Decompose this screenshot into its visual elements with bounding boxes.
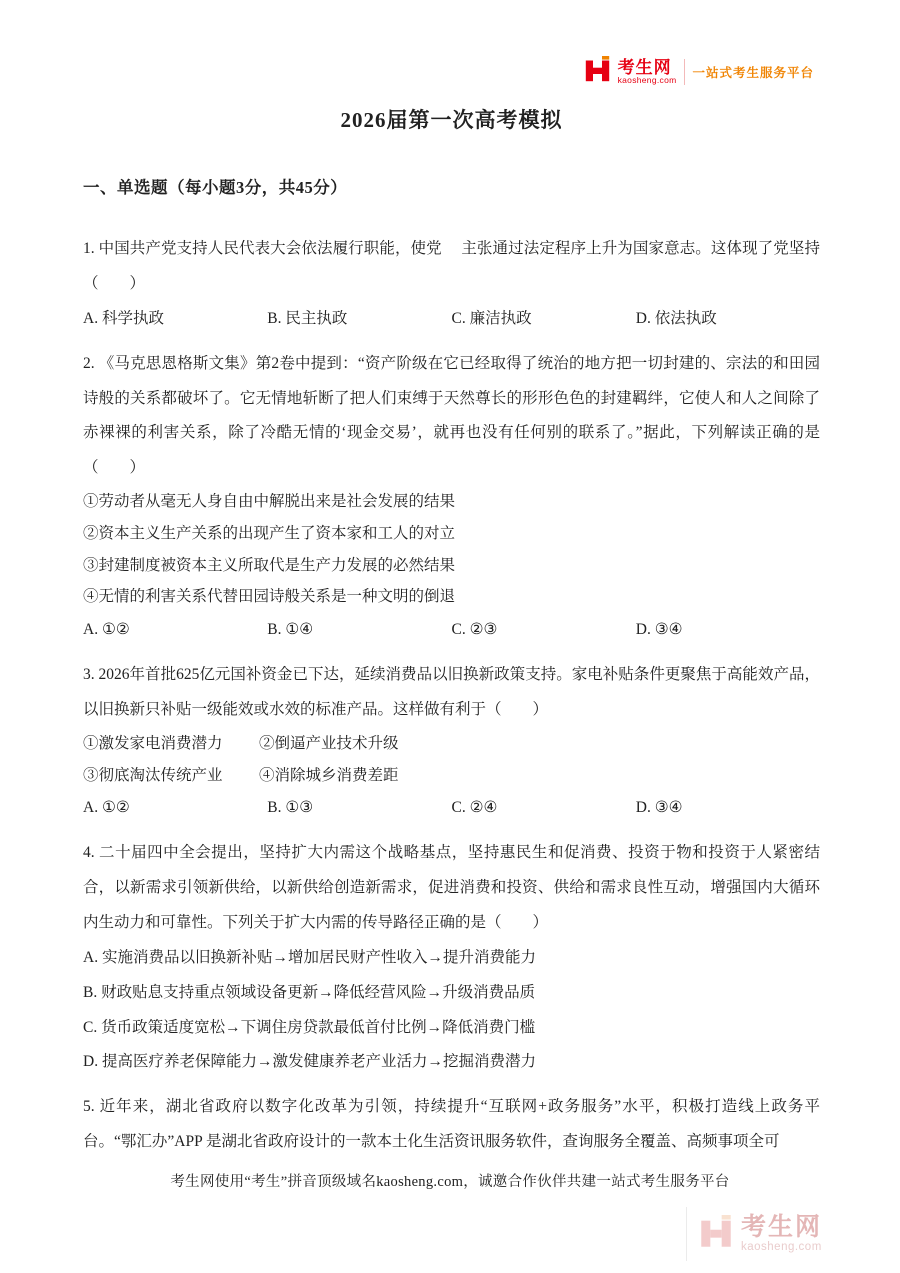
section-header: 一、单选题（每小题3分，共45分） — [83, 178, 348, 197]
question-2-option-b: B. ①④ — [267, 621, 314, 639]
question-5-stem: 5. 近年来，湖北省政府以数字化改革为引领，持续提升“互联网+政务服务”水平，积极打造线上政务平台。“鄂汇办”APP 是湖北省政府设计的一款本土化生活资讯服务软件，查询服务全覆盖、高频事项全可 — [83, 1098, 820, 1151]
question-2-option-a: A. ①② — [83, 621, 130, 639]
question-3-options — [83, 791, 820, 826]
question-3-item-3: ③彻底淘汰传统产业 — [83, 766, 223, 784]
watermark-text — [741, 1214, 822, 1254]
question-4 — [83, 836, 820, 1080]
question-3-items-row-2 — [83, 760, 820, 792]
question-3-item-4: ④消除城乡消费差距 — [259, 766, 399, 784]
question-3 — [83, 658, 820, 826]
site-logo — [584, 56, 814, 88]
question-2-stem: 2. 《马克思恩格斯文集》第2卷中提到：“资产阶级在它已经取得了统治的地方把一切封建的、宗法的和田园诗般的关系都破坏了。它无情地斩断了把人们束缚于天然尊长的形形色色的封建羁绊，它使人和人之间除了赤裸裸的利害关系，除了冷酷无情的‘现金交易’，就再也没有任何别的联系了。”据此，下列解读正确的是（ ） — [83, 354, 820, 477]
brand-text — [618, 59, 686, 86]
question-3-option-a: A. ①② — [83, 799, 130, 817]
question-1-option-a: A. 科学执政 — [83, 309, 164, 327]
kaosheng-watermark-icon — [699, 1215, 733, 1254]
question-2-item-2: ②资本主义生产关系的出现产生了资本家和工人的对立 — [83, 524, 456, 542]
question-1-options — [83, 302, 820, 337]
question-2 — [83, 347, 820, 648]
question-2-items — [83, 486, 820, 613]
question-4-option-b: B. 财政贴息支持重点领域设备更新→降低经营风险→升级消费品质 — [83, 983, 536, 1001]
question-2-item-4: ④无情的利害关系代替田园诗般关系是一种文明的倒退 — [83, 588, 456, 606]
question-2-option-c: C. ②③ — [451, 621, 498, 639]
watermark-divider — [686, 1207, 687, 1261]
brand-tagline: 一站式考生服务平台 — [692, 66, 814, 80]
kaosheng-logo-icon — [584, 56, 611, 88]
footer-watermark — [686, 1207, 822, 1261]
question-4-option-d: D. 提高医疗养老保障能力→激发健康养老产业活力→挖掘消费潜力 — [83, 1053, 536, 1071]
question-4-stem: 4. 二十届四中全会提出，坚持扩大内需这个战略基点，坚持惠民生和促消费、投资于物和投资于人紧密结合，以新需求引领新供给，以新供给创造新需求，促进消费和投资、供给和需求良性互动，增强国内大循环内生动力和可靠性。下列关于扩大内需的传导路径正确的是（ ） — [83, 844, 820, 931]
question-3-item-1: ①激发家电消费潜力 — [83, 734, 223, 752]
question-3-items-row-1 — [83, 728, 820, 760]
question-3-option-c: C. ②④ — [451, 799, 498, 817]
brand-domain: kaosheng.com — [617, 75, 677, 86]
question-4-option-c: C. 货币政策适度宽松→下调住房贷款最低首付比例→降低消费门槛 — [83, 1018, 536, 1036]
question-1-option-b: B. 民主执政 — [267, 309, 348, 327]
document-title: 2026届第一次高考模拟 — [340, 108, 563, 132]
footer-note: 考生网使用“考生”拼音顶级域名kaosheng.com，诚邀合作伙伴共建一站式考生服务平台 — [170, 1174, 730, 1190]
question-4-options — [83, 941, 820, 1081]
question-2-options — [83, 613, 820, 648]
question-1-stem: 1. 中国共产党支持人民代表大会依法履行职能，使党 主张通过法定程序上升为国家意志。这体现了党坚持（ ） — [83, 240, 820, 292]
question-4-option-a: A. 实施消费品以旧换新补贴→增加居民财产性收入→提升消费能力 — [83, 948, 536, 966]
brand-name: 考生网 — [617, 57, 672, 77]
question-3-option-b: B. ①③ — [267, 799, 314, 817]
question-2-item-3: ③封建制度被资本主义所取代是生产力发展的必然结果 — [83, 556, 456, 574]
question-2-item-1: ①劳动者从毫无人身自由中解脱出来是社会发展的结果 — [83, 493, 456, 511]
question-3-item-2: ②倒逼产业技术升级 — [259, 734, 399, 752]
question-5 — [83, 1090, 820, 1160]
watermark-brand: 考生网 — [740, 1212, 822, 1241]
watermark-domain: kaosheng.com — [740, 1241, 822, 1254]
question-2-option-d: D. ③④ — [635, 621, 683, 639]
question-1 — [83, 232, 820, 337]
question-1-option-c: C. 廉洁执政 — [451, 309, 532, 327]
question-3-stem: 3. 2026年首批625亿元国补资金已下达，延续消费品以旧换新政策支持。家电补贴条件更聚焦于高能效产品，以旧换新只补贴一级能效或水效的标准产品。这样做有利于（ ） — [83, 666, 820, 718]
question-3-option-d: D. ③④ — [635, 799, 683, 817]
question-1-option-d: D. 依法执政 — [635, 309, 717, 327]
